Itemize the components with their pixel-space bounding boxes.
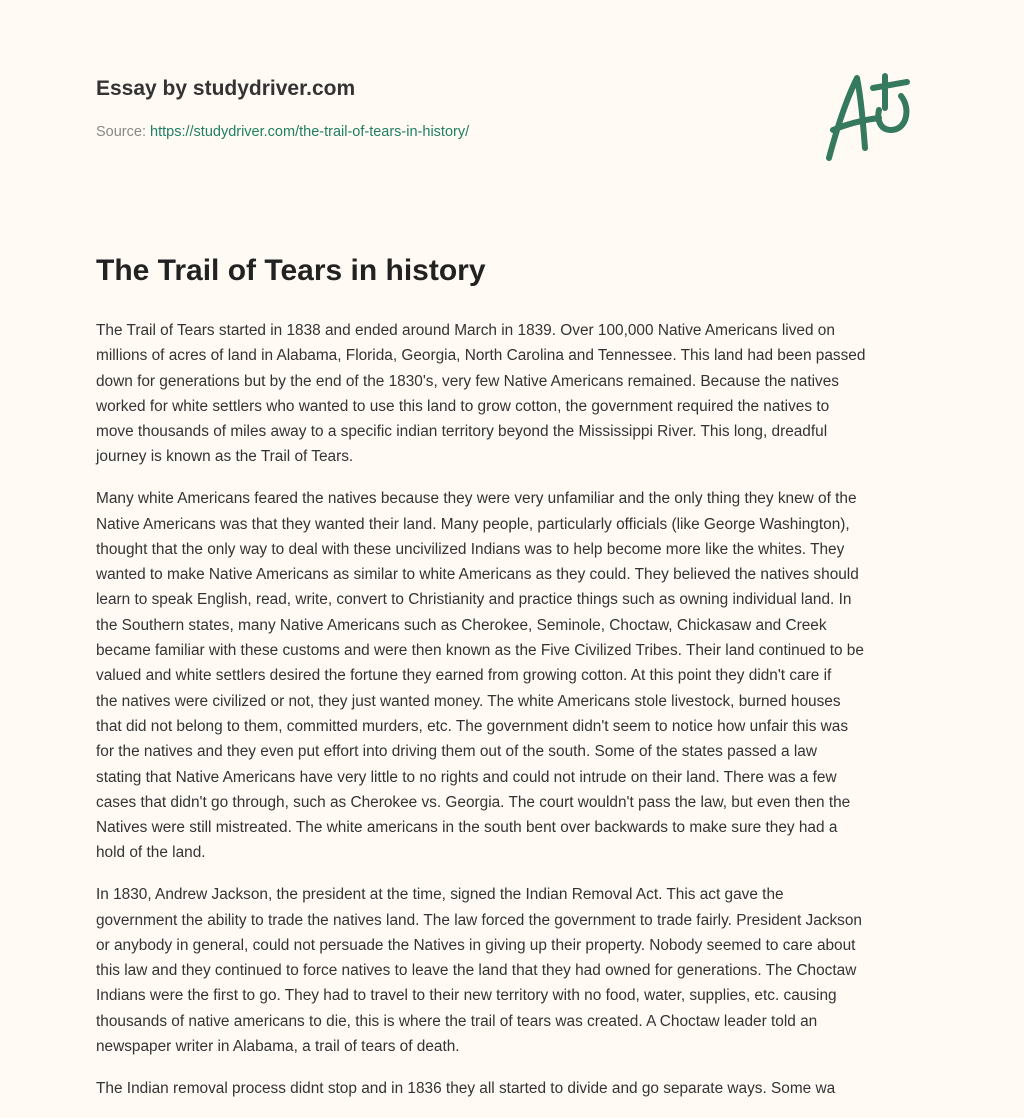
paragraph-line: valued and white settlers desired the fortune they earned from growing cotton. At this point they didn't care if bbox=[96, 667, 832, 685]
paragraph-line: stating that Native Americans have very little to no rights and could not intrude on their land. There was a few bbox=[96, 768, 837, 786]
essay-paragraph bbox=[96, 1076, 946, 1101]
paragraph-line: for the natives and they even put effort into driving them out of the south. Some of the states passed a law bbox=[96, 743, 817, 761]
paragraph-line: The Trail of Tears started in 1838 and ended around March in 1839. Over 100,000 Native Americans lived on bbox=[96, 322, 835, 339]
paragraph-line: worked for white settlers who wanted to use this land to grow cotton, the government required the natives to bbox=[96, 397, 830, 415]
source-line bbox=[96, 124, 469, 140]
paragraph-line: this law and they continued to force natives to leave the land that they had owned for generations. The Choctaw bbox=[96, 962, 857, 980]
paragraph-line: newspaper writer in Alabama, a trail of tears of death. bbox=[96, 1038, 460, 1056]
paragraph-line: down for generations but by the end of the 1830's, very few Native Americans remained. Because the natives bbox=[96, 372, 839, 390]
paragraph-line: became familiar with these customs and were then known as the Five Civilized Tribes. Their land continued to be bbox=[96, 642, 864, 660]
paragraph-line: Natives were still mistreated. The white americans in the south bent over backwards to make sure they had a bbox=[96, 819, 838, 837]
essay-paragraph bbox=[96, 318, 946, 470]
essay-paragraph bbox=[96, 882, 946, 1059]
paragraph-line: The Indian removal process didnt stop and in 1836 they all started to divide and go separate ways. Some wa bbox=[96, 1079, 836, 1097]
source-label: Source: bbox=[96, 124, 146, 140]
paragraph-line: In 1830, Andrew Jackson, the president at the time, signed the Indian Removal Act. This act gave the bbox=[96, 886, 784, 904]
essay-title: The Trail of Tears in history bbox=[96, 254, 486, 287]
paragraph-line: Many white Americans feared the natives because they were very unfamiliar and the only thing they knew of the bbox=[96, 490, 857, 508]
paragraph-line: wanted to make Native Americans as similar to white Americans as they could. They believed the natives should bbox=[96, 566, 859, 584]
a-plus-logo-icon bbox=[815, 68, 930, 168]
paragraph-line: millions of acres of land in Alabama, Florida, Georgia, North Carolina and Tennessee. This land had been passed bbox=[96, 347, 866, 365]
paragraph-line: move thousands of miles away to a specific indian territory beyond the Mississippi River. This long, dreadful bbox=[96, 423, 828, 441]
paragraph-line: or anybody in general, could not persuade the Natives in giving up their property. Nobody seemed to care about bbox=[96, 936, 856, 954]
paragraph-line: hold of the land. bbox=[96, 844, 206, 862]
paragraph-line: cases that didn't go through, such as Cherokee vs. Georgia. The court wouldn't pass the law, but even then the bbox=[96, 793, 851, 811]
paragraph-line: thought that the only way to deal with these uncivilized Indians was to help become more like the whites. They bbox=[96, 540, 845, 558]
paragraph-line: thousands of native americans to die, this is where the trail of tears was created. A Choctaw leader told an bbox=[96, 1012, 818, 1030]
paragraph-line: the Southern states, many Native Americans such as Cherokee, Seminole, Choctaw, Chickasaw and Creek bbox=[96, 616, 827, 634]
paragraph-line: government the ability to trade the natives land. The law forced the government to trade fairly. President Jackson bbox=[96, 911, 862, 929]
source-link[interactable]: https://studydriver.com/the-trail-of-tears-in-history/ bbox=[150, 124, 470, 140]
paragraph-line: learn to speak English, read, write, convert to Christianity and practice things such as owning individual land. In bbox=[96, 591, 852, 609]
paragraph-line: the natives were civilized or not, they just wanted money. The white Americans stole livestock, burned houses bbox=[96, 692, 841, 710]
essay-paragraph bbox=[96, 486, 946, 865]
essay-body bbox=[96, 318, 946, 1118]
paragraph-line: Native Americans was that they wanted their land. Many people, particularly officials (like George Washington), bbox=[96, 515, 850, 533]
paragraph-line: Indians were the first to go. They had to travel to their new territory with no food, water, supplies, etc. causing bbox=[96, 987, 837, 1005]
paragraph-line: journey is known as the Trail of Tears. bbox=[96, 448, 354, 466]
site-header-title: Essay by studydriver.com bbox=[96, 77, 356, 100]
paragraph-line: that did not belong to them, committed murders, etc. The government didn't seem to notice how unfair this was bbox=[96, 717, 849, 735]
